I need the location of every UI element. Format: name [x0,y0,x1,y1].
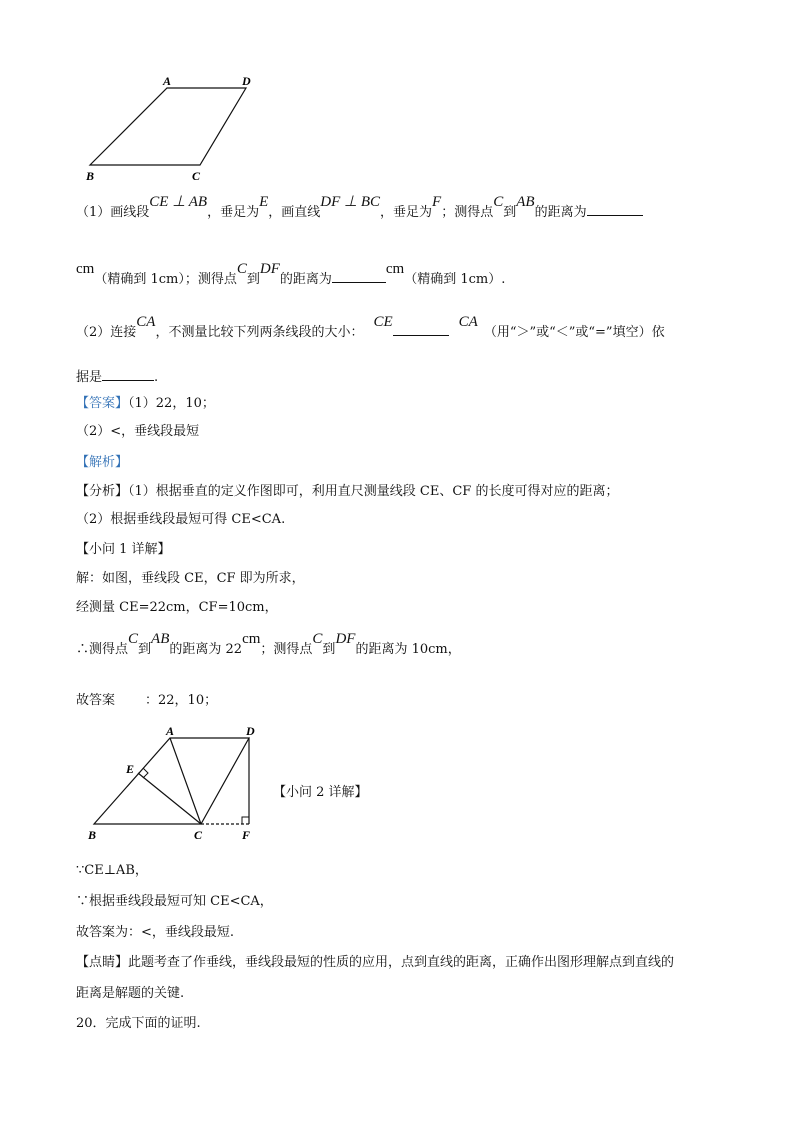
detail1-line2 [76,600,278,616]
right-angle-mark-f [242,817,249,824]
answer-blank-3[interactable] [393,323,449,336]
q1-l2-text-4: （精确到 1cm）. [404,272,506,287]
detail2-heading-text: 【小问 2 详解】 [273,785,368,800]
label-e-2: E [126,762,135,776]
answer-text-2: （2）<，垂线段最短 [76,424,200,439]
analysis-tag [76,455,128,471]
detail1-l3-unit-cm: cm [242,631,261,647]
detail1-heading-text: 【小问 1 详解】 [76,542,171,557]
parallelogram-figure [80,70,270,185]
q1-text-3: ，画直线 [268,205,321,220]
q1-text-7: 的距离为 [534,205,587,220]
detail1-heading [76,542,171,558]
q2-l2-text-2: . [154,370,159,385]
q1-l2-text-3: 的距离为 [279,272,332,287]
label-c-2: C [194,828,203,842]
q1-l2-text-2: 到 [246,272,260,287]
q1-unit-cm-1: cm [76,261,95,277]
next-question-text: 20．完成下面的证明. [76,1016,201,1031]
q2-line1 [76,314,665,341]
right-angle-mark-e [143,768,148,778]
answer-text-1: （1）22，10； [128,396,215,411]
q2-l2-text-1: 据是 [76,370,103,385]
detail2-line3 [76,925,234,941]
detail1-l3-math-c: C [128,631,139,647]
comment-text-2: 距离是解题的关键. [76,986,185,1001]
q1-text-6: 到 [503,205,517,220]
comment-line1 [76,955,674,971]
parallelogram-abcd [90,88,246,165]
q1-text-1: （1）画线段 [76,205,150,220]
detail2-line2 [76,894,273,910]
detail1-l3-math-df: DF [335,631,356,647]
q2-math-ca: CA [136,314,156,330]
q1-math-ab: AB [516,194,535,210]
q2-math-ce: CE [373,314,393,330]
detail1-l3-text-6: 的距离为 10cm， [355,642,461,657]
answer-line1 [76,396,215,412]
label-c: C [192,169,201,183]
answer-blank-1[interactable] [587,203,643,216]
answer-tag: 【答案】 [76,396,129,411]
q2-text-3: （用“＞”或“＜”或“=”填空）依 [483,325,665,340]
q1-text-4: ，垂足为 [380,205,433,220]
label-f-2: F [242,828,251,842]
detail1-line3 [76,631,461,658]
detail2-text-1: ∵CE⊥AB， [76,863,148,878]
detail1-l3-text-2: 到 [138,642,152,657]
q1-math-df-perp-bc: DF ⊥ BC [320,194,381,210]
detail1-l3-text-1: ∴测得点 [76,642,129,657]
answer-blank-4[interactable] [102,368,154,381]
solution-figure [84,726,274,844]
detail1-l3-text-3: 的距离为 22 [169,642,243,657]
q1-unit-cm-2: cm [385,261,405,277]
q1-l2-math-df: DF [259,261,280,277]
q1-math-c: C [493,194,504,210]
q2-math-ca-2: CA [458,314,478,330]
answer-line2 [76,424,199,440]
detail1-text-4a: 故答案 [76,693,116,708]
q1-text-2: ，垂足为 [207,205,260,220]
q1-math-e: E [259,194,269,210]
q1-l2-text-1: （精确到 1cm）；测得点 [94,272,237,287]
detail1-line4 [76,693,217,709]
detail1-l3-math-ab: AB [151,631,170,647]
label-d: D [242,74,251,88]
q2-text-2: ，不测量比较下列两条线段的大小： [155,325,364,340]
q1-math-f: F [432,194,442,210]
detail1-l3-math-c2: C [312,631,323,647]
q2-line2 [76,368,158,386]
detail1-l3-text-4: ；测得点 [260,642,313,657]
q1-line1 [76,194,643,221]
comment-line2 [76,986,184,1002]
detail2-text-2: ∵根据垂线段最短可知 CE<CA， [76,894,273,909]
analysis-text-1: 【分析】（1）根据垂直的定义作图即可，利用直尺测量线段 CE、CF 的长度可得对应的距离； [76,484,619,499]
q1-text-5: ；测得点 [441,205,494,220]
answer-blank-2[interactable] [332,270,386,283]
analysis-tag-text: 【解析】 [76,455,129,470]
comment-text-1: 【点睛】此题考查了作垂线，垂线段最短的性质的应用，点到直线的距离，正确作出图形理解点到直线的 [76,955,675,970]
analysis-line1 [76,484,618,500]
label-b: B [86,169,95,183]
detail1-text-1: 解：如图，垂线段 CE，CF 即为所求， [76,571,305,586]
next-question [76,1016,201,1032]
q1-l2-math-c: C [236,261,247,277]
label-d-2: D [246,726,255,738]
detail2-line1 [76,863,148,879]
q2-text-1: （2）连接 [76,325,137,340]
label-a-2: A [166,726,175,738]
detail2-text-3: 故答案为：<，垂线段最短. [76,925,235,940]
analysis-text-2: （2）根据垂线段最短可得 CE<CA. [76,512,286,527]
analysis-line2 [76,512,285,528]
detail1-l3-text-5: 到 [322,642,336,657]
q1-math-ce-perp-ab: CE ⊥ AB [149,194,208,210]
parallelogram-abcd-2 [94,738,249,824]
detail2-heading [273,785,368,801]
q1-line2 [76,261,506,288]
label-b-2: B [88,828,97,842]
detail1-text-2: 经测量 CE=22cm，CF=10cm， [76,600,278,615]
detail1-line1 [76,571,305,587]
detail1-text-4b: ：22，10； [145,693,218,708]
label-a: A [163,74,172,88]
